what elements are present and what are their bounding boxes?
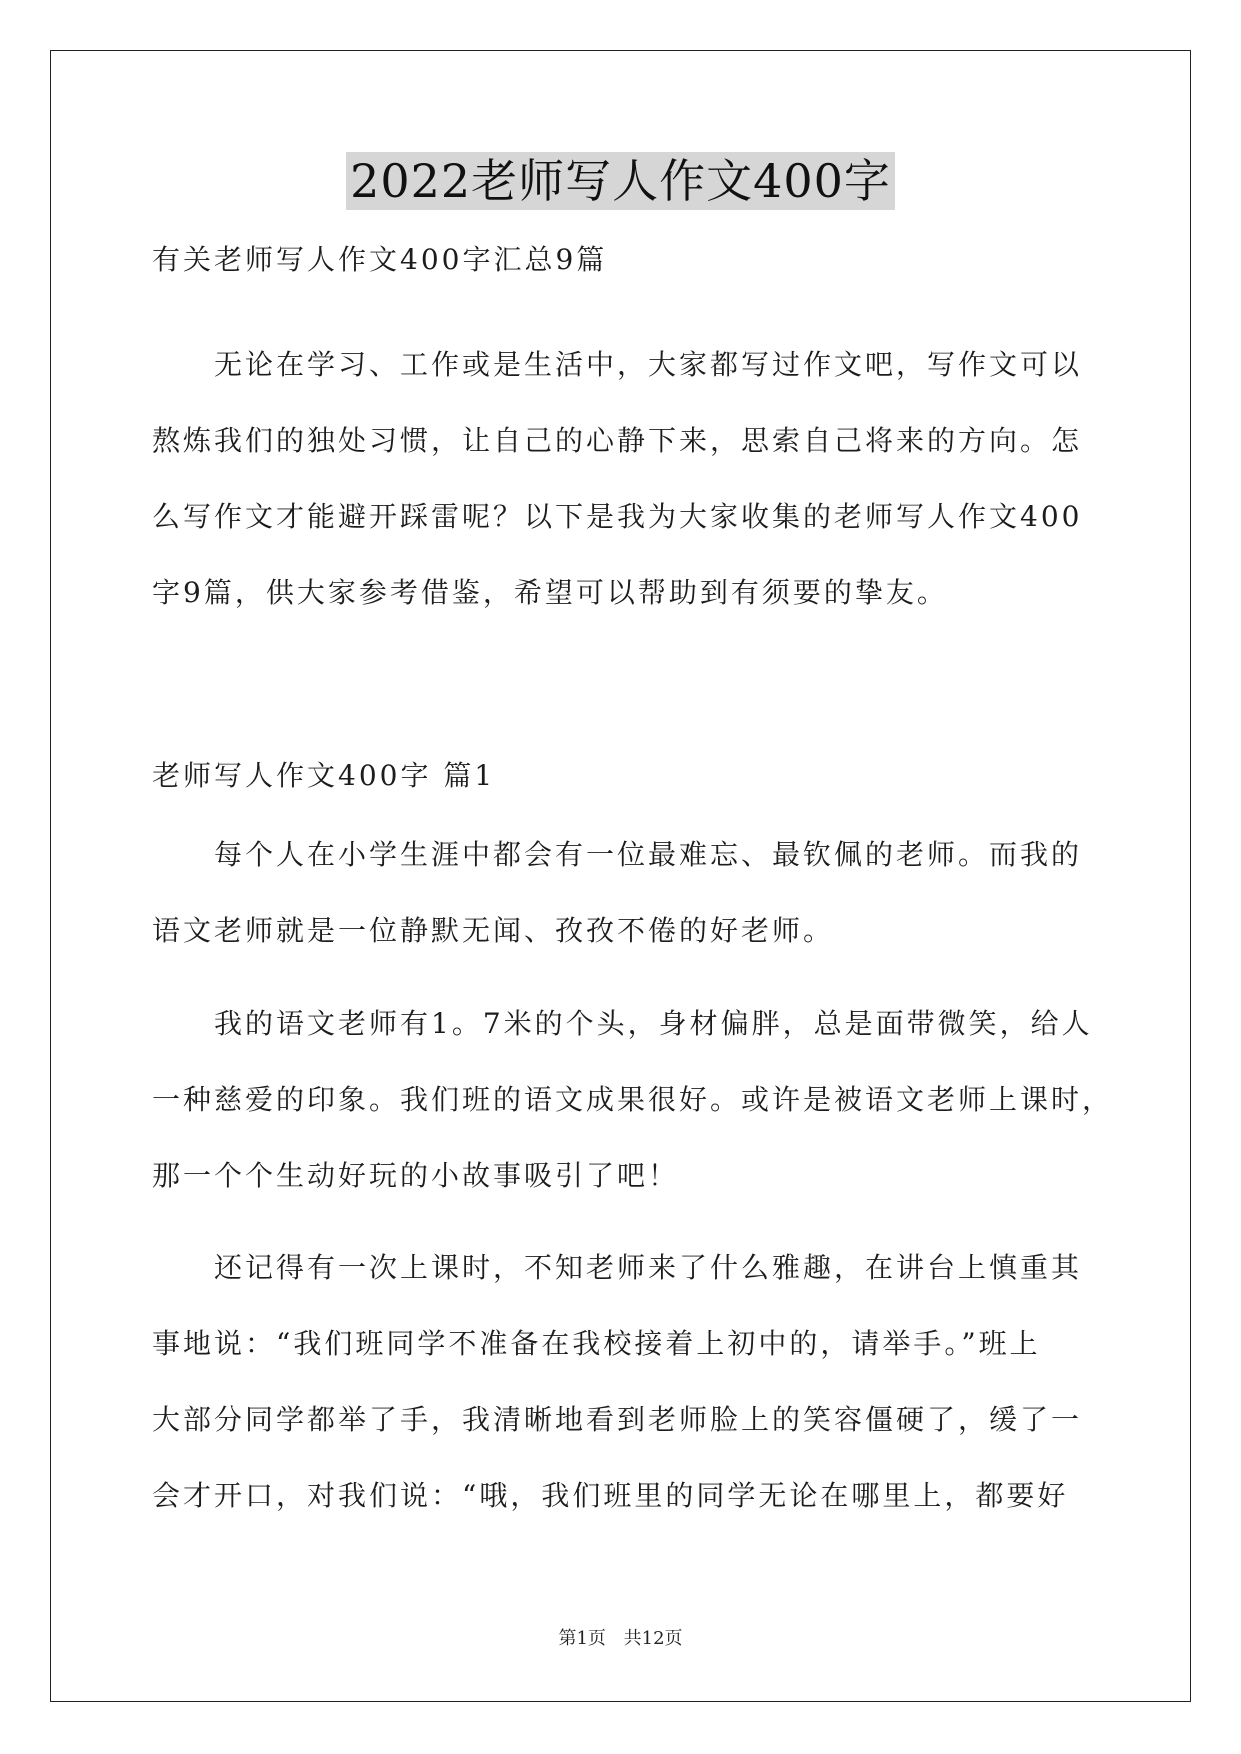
title-container (0, 152, 1241, 210)
paragraph-line: 字9篇，供大家参考借鉴，希望可以帮助到有须要的挚友。 (152, 576, 948, 609)
section-heading: 老师写人作文400字 篇1 (152, 759, 496, 792)
page-total: 共12页 (623, 1628, 683, 1649)
paragraph-line: 还记得有一次上课时，不知老师来了什么雅趣，在讲台上慎重其 (214, 1251, 1083, 1284)
paragraph-line: 一种慈爱的印象。我们班的语文成果很好。或许是被语文老师上课时， (152, 1083, 1114, 1116)
paragraph-line: 语文老师就是一位静默无闻、孜孜不倦的好老师。 (152, 914, 835, 947)
paragraph-line: 么写作文才能避开踩雷呢？以下是我为大家收集的老师写人作文400 (152, 500, 1083, 533)
paragraph-line: 每个人在小学生涯中都会有一位最难忘、最钦佩的老师。而我的 (214, 838, 1083, 871)
paragraph-line: 我的语文老师有1。7米的个头，身材偏胖，总是面带微笑，给人 (214, 1007, 1093, 1040)
paragraph-line: 那一个个生动好玩的小故事吸引了吧！ (152, 1159, 680, 1192)
page-number: 第1页 (558, 1628, 606, 1649)
page-border (50, 50, 1191, 1702)
paragraph-line: 事地说：“我们班同学不准备在我校接着上初中的，请举手。”班上 (152, 1327, 1041, 1360)
paragraph-line: 熬炼我们的独处习惯，让自己的心静下来，思索自己将来的方向。怎 (152, 424, 1083, 457)
paragraph-line: 无论在学习、工作或是生活中，大家都写过作文吧，写作文可以 (214, 348, 1083, 381)
paragraph-line: 大部分同学都举了手，我清晰地看到老师脸上的笑容僵硬了，缓了一 (152, 1403, 1083, 1436)
document-title: 2022老师写人作文400字 (346, 152, 895, 210)
paragraph-line: 会才开口，对我们说：“哦，我们班里的同学无论在哪里上，都要好 (152, 1479, 1069, 1512)
page-footer (0, 1627, 1241, 1651)
document-subtitle: 有关老师写人作文400字汇总9篇 (152, 243, 608, 276)
